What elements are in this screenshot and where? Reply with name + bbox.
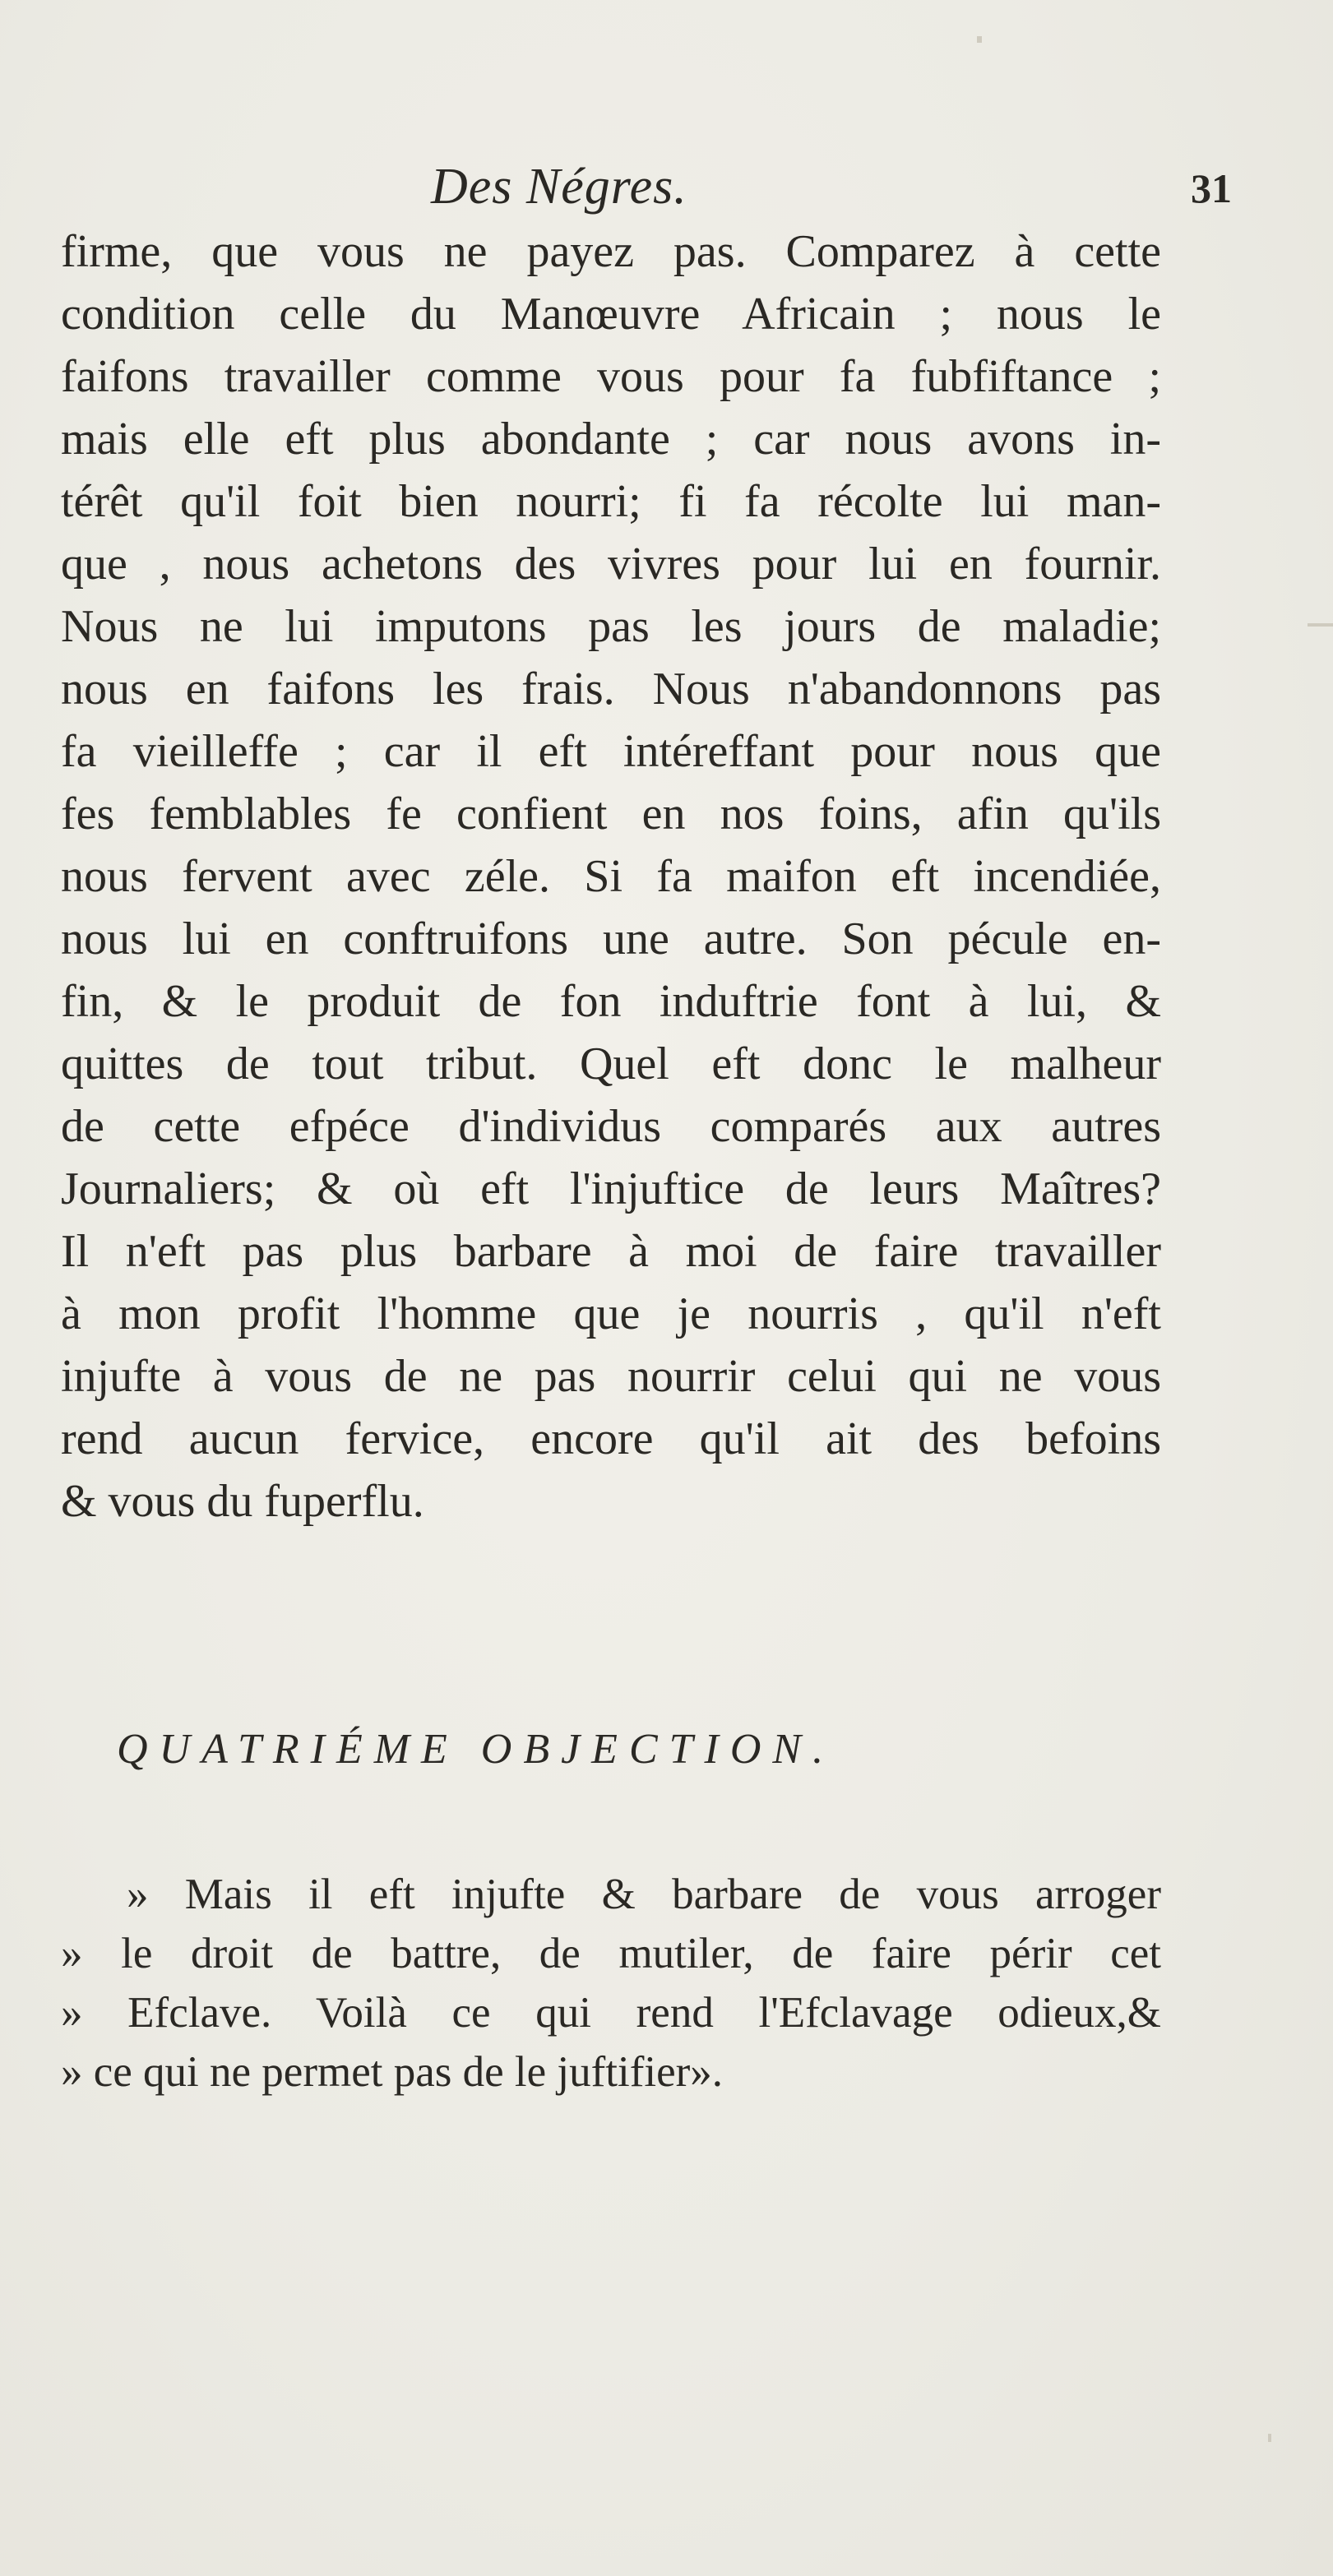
body-paragraph (61, 220, 1161, 1533)
text-line: fa vieilleffe ; car il eft intéreffant pour nous que (61, 726, 1161, 777)
text-line: que , nous achetons des vivres pour lui en fournir. (61, 539, 1161, 590)
text-line: Journaliers; & où eft l'injuftice de leurs Maîtres? (61, 1163, 1161, 1214)
paper-speck (1268, 2434, 1271, 2442)
text-line: faifons travailler comme vous pour fa fubfiftance ; (61, 351, 1161, 402)
text-line: de cette efpéce d'individus comparés aux autres (61, 1101, 1161, 1152)
text-line: fes femblables fe confient en nos foins, afin qu'ils (61, 789, 1161, 839)
text-line: mais elle eft plus abondante ; car nous avons in- (61, 414, 1161, 465)
page-number: 31 (1191, 165, 1232, 211)
quoted-objection (61, 1865, 1161, 2102)
running-title: Des Négres. (431, 159, 687, 215)
quote-line: » le droit de battre, de mutiler, de faire périr cet (61, 1930, 1161, 1977)
text-line: Il n'eft pas plus barbare à moi de faire travailler (61, 1226, 1161, 1277)
text-line: fin, & le produit de fon induftrie font à lui, & (61, 976, 1161, 1027)
quote-line: » Mais il eft injufte & barbare de vous arroger (127, 1871, 1161, 1918)
paper-speck (977, 36, 982, 43)
text-line: Nous ne lui imputons pas les jours de maladie; (61, 601, 1161, 652)
text-line: injufte à vous de ne pas nourrir celui qui ne vous (61, 1351, 1161, 1402)
text-line: condition celle du Manœuvre Africain ; nous le (61, 289, 1161, 340)
paper-speck (1308, 623, 1333, 627)
text-line: à mon profit l'homme que je nourris , qu'il n'eft (61, 1288, 1161, 1339)
text-line: rend aucun fervice, encore qu'il ait des befoins (61, 1413, 1161, 1464)
text-line: quittes de tout tribut. Quel eft donc le malheur (61, 1038, 1161, 1089)
text-line: & vous du fuperflu. (61, 1476, 424, 1527)
text-line: firme, que vous ne payez pas. Comparez à cette (61, 226, 1161, 277)
quote-line: » Efclave. Voilà ce qui rend l'Efclavage odieux,& (61, 1989, 1161, 2037)
text-line: nous en faifons les frais. Nous n'abandonnons pas (61, 664, 1161, 715)
text-line: nous fervent avec zéle. Si fa maifon eft incendiée, (61, 851, 1161, 902)
quote-line: » ce qui ne permet pas de le juftifier». (61, 2048, 723, 2096)
text-line: térêt qu'il foit bien nourri; fi fa récolte lui man- (61, 476, 1161, 527)
text-line: nous lui en conftruifons une autre. Son pécule en- (61, 913, 1161, 964)
running-head (61, 158, 1232, 215)
section-heading: QUATRIÉME OBJECTION. (117, 1726, 835, 1773)
